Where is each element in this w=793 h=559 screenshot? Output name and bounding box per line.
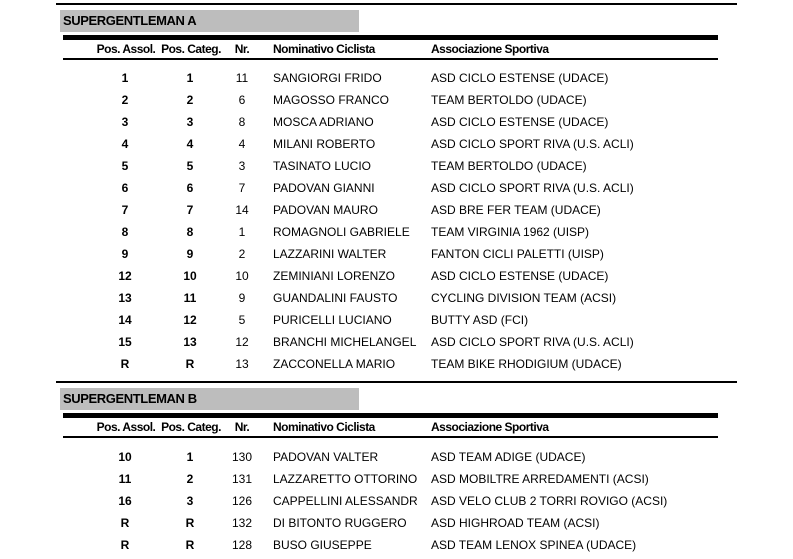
pos-assol-cell: 7 (121, 203, 129, 217)
rider-name-cell: PADOVAN MAURO (273, 203, 378, 217)
team-cell: ASD CICLO SPORT RIVA (U.S. ACLI) (431, 335, 634, 349)
team-cell: ASD CICLO SPORT RIVA (U.S. ACLI) (431, 181, 634, 195)
nr-cell: 12 (235, 335, 249, 349)
pos-categ-cell: 1 (186, 450, 194, 464)
table-row (0, 446, 793, 468)
table-row (0, 534, 793, 556)
table-row (0, 331, 793, 353)
rider-name-cell: DI BITONTO RUGGERO (273, 516, 407, 530)
table-row (0, 89, 793, 111)
team-cell: ASD MOBILTRE ARREDAMENTI (ACSI) (431, 472, 649, 486)
pos-categ-cell: 9 (186, 247, 194, 261)
pos-categ-cell: 5 (186, 159, 194, 173)
team-cell: TEAM BIKE RHODIGIUM (UDACE) (431, 357, 622, 371)
rider-name-cell: PADOVAN VALTER (273, 450, 379, 464)
header-pos-categ: Pos. Categ. (161, 42, 221, 56)
table-row (0, 199, 793, 221)
top-rule (56, 3, 737, 5)
pos-categ-cell: 2 (186, 93, 194, 107)
header-nominativo: Nominativo Ciclista (273, 42, 375, 56)
header-nr: Nr. (234, 420, 250, 434)
nr-cell: 14 (235, 203, 249, 217)
section-divider (56, 381, 737, 383)
nr-cell: 10 (235, 269, 249, 283)
nr-cell: 5 (238, 313, 246, 327)
team-cell: ASD HIGHROAD TEAM (ACSI) (431, 516, 600, 530)
nr-cell: 132 (231, 516, 253, 530)
pos-categ-cell: R (185, 516, 195, 530)
pos-categ-cell: 6 (186, 181, 194, 195)
pos-assol-cell: 1 (121, 71, 129, 85)
pos-categ-cell: 13 (183, 335, 197, 349)
table-row (0, 133, 793, 155)
nr-cell: 13 (235, 357, 249, 371)
rider-name-cell: ZEMINIANI LORENZO (273, 269, 396, 283)
header-pos-categ: Pos. Categ. (161, 420, 221, 434)
rider-name-cell: ROMAGNOLI GABRIELE (273, 225, 410, 239)
pos-categ-cell: 2 (186, 472, 194, 486)
header-pos-assol: Pos. Assol. (96, 420, 156, 434)
team-cell: TEAM BERTOLDO (UDACE) (431, 93, 587, 107)
table-row (0, 287, 793, 309)
nr-cell: 4 (238, 137, 246, 151)
header-bottom-bar (63, 58, 718, 60)
team-cell: BUTTY ASD (FCI) (431, 313, 529, 327)
pos-categ-cell: R (185, 538, 195, 552)
header-nr: Nr. (234, 42, 250, 56)
table-row (0, 221, 793, 243)
table-row (0, 243, 793, 265)
pos-categ-cell: 10 (183, 269, 197, 283)
pos-categ-cell: 3 (186, 115, 194, 129)
header-top-bar (63, 413, 718, 418)
rider-name-cell: LAZZARETTO OTTORINO (273, 472, 418, 486)
nr-cell: 126 (231, 494, 253, 508)
pos-assol-cell: R (120, 538, 130, 552)
table-row (0, 67, 793, 89)
pos-assol-cell: 3 (121, 115, 129, 129)
section-title: SUPERGENTLEMAN B (60, 388, 359, 410)
team-cell: TEAM VIRGINIA 1962 (UISP) (431, 225, 590, 239)
pos-assol-cell: 10 (118, 450, 132, 464)
team-cell: TEAM BERTOLDO (UDACE) (431, 159, 587, 173)
header-associazione: Associazione Sportiva (431, 42, 549, 56)
rider-name-cell: CAPPELLINI ALESSANDR (273, 494, 418, 508)
table-row (0, 353, 793, 375)
nr-cell: 131 (231, 472, 253, 486)
pos-assol-cell: 4 (121, 137, 129, 151)
nr-cell: 8 (238, 115, 246, 129)
pos-assol-cell: 14 (118, 313, 132, 327)
pos-assol-cell: 6 (121, 181, 129, 195)
pos-categ-cell: 11 (183, 291, 197, 305)
rider-name-cell: TASINATO LUCIO (273, 159, 372, 173)
rider-name-cell: PADOVAN GIANNI (273, 181, 375, 195)
table-row (0, 468, 793, 490)
header-associazione: Associazione Sportiva (431, 420, 549, 434)
nr-cell: 1 (238, 225, 246, 239)
nr-cell: 7 (238, 181, 246, 195)
team-cell: ASD CICLO SPORT RIVA (U.S. ACLI) (431, 137, 634, 151)
table-row (0, 265, 793, 287)
rider-name-cell: MAGOSSO FRANCO (273, 93, 390, 107)
pos-categ-cell: R (185, 357, 195, 371)
table-row (0, 177, 793, 199)
pos-categ-cell: 1 (186, 71, 194, 85)
table-row (0, 490, 793, 512)
team-cell: CYCLING DIVISION TEAM (ACSI) (431, 291, 617, 305)
pos-assol-cell: R (120, 516, 130, 530)
rider-name-cell: ZACCONELLA MARIO (273, 357, 396, 371)
rider-name-cell: GUANDALINI FAUSTO (273, 291, 398, 305)
team-cell: ASD TEAM LENOX SPINEA (UDACE) (431, 538, 637, 552)
pos-assol-cell: R (120, 357, 130, 371)
pos-assol-cell: 12 (118, 269, 132, 283)
nr-cell: 128 (231, 538, 253, 552)
team-cell: ASD CICLO ESTENSE (UDACE) (431, 115, 609, 129)
pos-assol-cell: 13 (118, 291, 132, 305)
pos-assol-cell: 9 (121, 247, 129, 261)
team-cell: FANTON CICLI PALETTI (UISP) (431, 247, 604, 261)
rider-name-cell: MILANI ROBERTO (273, 137, 376, 151)
team-cell: ASD CICLO ESTENSE (UDACE) (431, 71, 609, 85)
pos-categ-cell: 4 (186, 137, 194, 151)
header-top-bar (63, 35, 718, 40)
pos-assol-cell: 11 (118, 472, 132, 486)
pos-categ-cell: 3 (186, 494, 194, 508)
table-row (0, 155, 793, 177)
rider-name-cell: BUSO GIUSEPPE (273, 538, 372, 552)
team-cell: ASD BRE FER TEAM (UDACE) (431, 203, 601, 217)
pos-assol-cell: 5 (121, 159, 129, 173)
rider-name-cell: BRANCHI MICHELANGEL (273, 335, 417, 349)
team-cell: ASD TEAM ADIGE (UDACE) (431, 450, 586, 464)
header-bottom-bar (63, 436, 718, 438)
rider-name-cell: PURICELLI LUCIANO (273, 313, 392, 327)
pos-assol-cell: 15 (118, 335, 132, 349)
team-cell: ASD VELO CLUB 2 TORRI ROVIGO (ACSI) (431, 494, 668, 508)
section-title: SUPERGENTLEMAN A (60, 10, 359, 32)
rider-name-cell: MOSCA ADRIANO (273, 115, 374, 129)
rider-name-cell: SANGIORGI FRIDO (273, 71, 382, 85)
table-row (0, 111, 793, 133)
nr-cell: 3 (238, 159, 246, 173)
team-cell: ASD CICLO ESTENSE (UDACE) (431, 269, 609, 283)
nr-cell: 11 (235, 71, 249, 85)
table-row (0, 512, 793, 534)
nr-cell: 2 (238, 247, 246, 261)
nr-cell: 6 (238, 93, 246, 107)
pos-categ-cell: 8 (186, 225, 194, 239)
header-nominativo: Nominativo Ciclista (273, 420, 375, 434)
header-pos-assol: Pos. Assol. (96, 42, 156, 56)
nr-cell: 9 (238, 291, 246, 305)
pos-assol-cell: 2 (121, 93, 129, 107)
pos-categ-cell: 7 (186, 203, 194, 217)
pos-categ-cell: 12 (183, 313, 197, 327)
table-row (0, 309, 793, 331)
nr-cell: 130 (231, 450, 253, 464)
rider-name-cell: LAZZARINI WALTER (273, 247, 387, 261)
pos-assol-cell: 8 (121, 225, 129, 239)
pos-assol-cell: 16 (118, 494, 132, 508)
